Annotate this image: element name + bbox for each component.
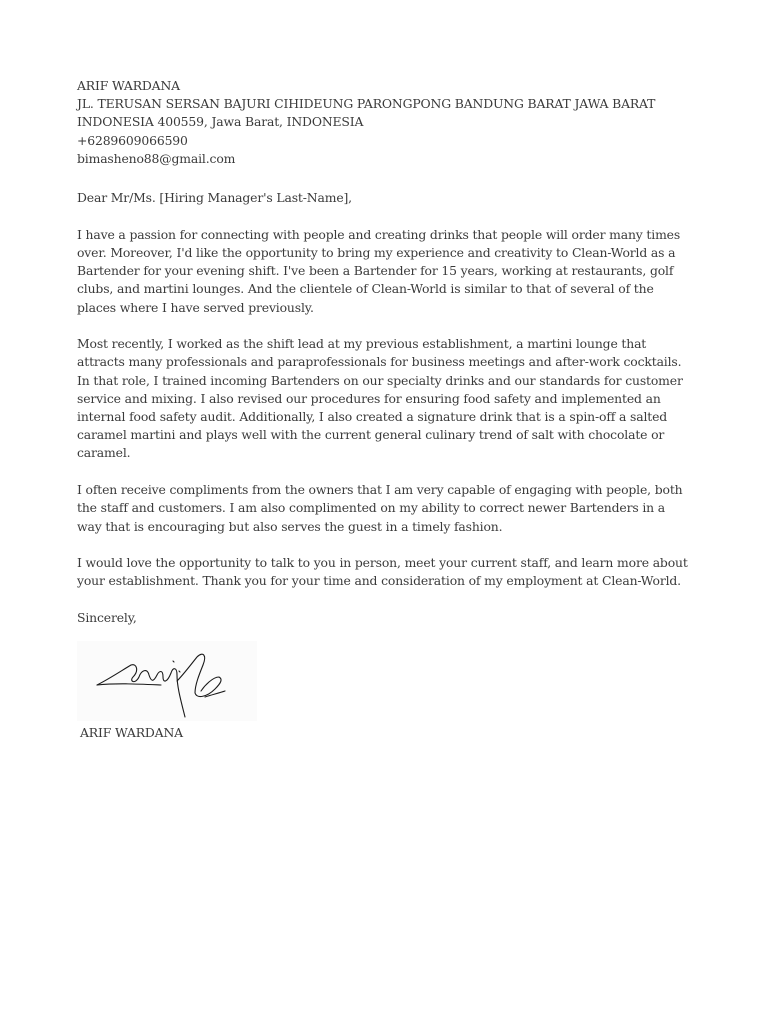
body-paragraph-3: I often receive compliments from the owners that I am very capable of engaging with people, both the staff and customers. I am also complimented on my ability to correct newer Bartenders in a way that is encouraging but also serves the guest in a timely fashion. <box>77 482 683 534</box>
sender-address-line-2: INDONESIA 400559, Jawa Barat, INDONESIA <box>77 114 364 130</box>
body-paragraph-4: I would love the opportunity to talk to you in person, meet your current staff, and learn more about your establishment. Thank you for your time and consideration of my employment at Clean-World. <box>77 555 688 589</box>
sender-block <box>77 77 693 168</box>
salutation: Dear Mr/Ms. [Hiring Manager's Last-Name], <box>77 190 352 206</box>
cover-letter <box>77 77 693 743</box>
body-paragraph-1: I have a passion for connecting with people and creating drinks that people will order many times over. Moreover, I'd like the opportunity to bring my experience and creativity to Clean-World as a Bartender for your evening shift. I've been a Bartender for 15 years, working at restaurants, golf clubs, and martini lounges. And the clientele of Clean-World is similar to that of several of the places where I have served previously. <box>77 226 681 315</box>
body-paragraph-2: Most recently, I worked as the shift lead at my previous establishment, a martini lounge that attracts many professionals and paraprofessionals for business meetings and after-work cocktails. In that role, I trained incoming Bartenders on our specialty drinks and our standards for customer service and mixing. I also revised our procedures for ensuring food safety and implemented an internal food safety audit. Additionally, I also created a signature drink that is a spin-off a salted caramel martini and plays well with the current general culinary trend of salt with chocolate or caramel. <box>77 336 683 461</box>
sender-name: ARIF WARDANA <box>77 78 180 93</box>
sender-phone: +6289609066590 <box>77 132 188 148</box>
handwritten-signature <box>77 641 257 721</box>
sender-address-line-1: JL. TERUSAN SERSAN BAJURI CIHIDEUNG PARONGPONG BANDUNG BARAT JAWA BARAT <box>77 96 656 112</box>
closing: Sincerely, <box>77 610 137 626</box>
signer-name: ARIF WARDANA <box>80 725 183 741</box>
sender-email: bimasheno88@gmail.com <box>77 150 236 166</box>
